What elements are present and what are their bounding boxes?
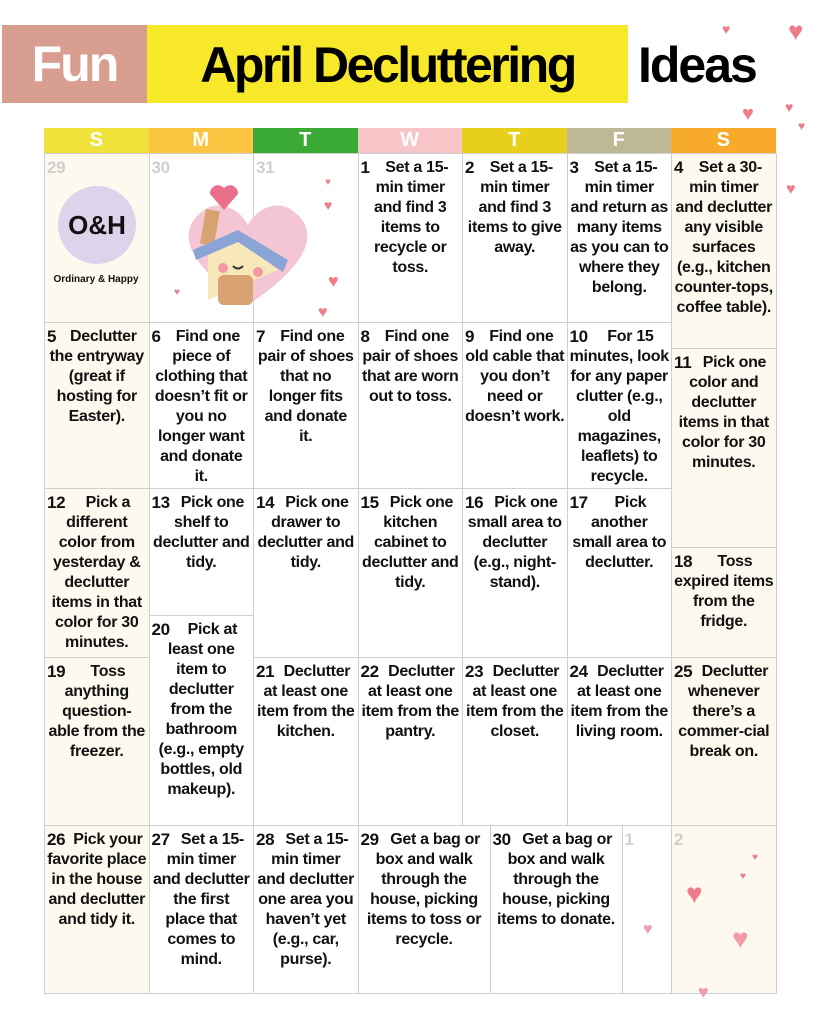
heart-icon: ♥: [328, 271, 339, 291]
day-number: 8: [360, 327, 370, 346]
day-cell-d5: [44, 322, 150, 489]
task-text: Pick one color and declutter items in that color for 30 minutes.: [678, 354, 769, 471]
title-fun: Fun: [2, 25, 147, 103]
day-number: 3: [569, 158, 579, 177]
day-number: 4: [674, 158, 684, 177]
day-cell-d10: [567, 322, 673, 489]
task-text: Find one pair of shoes that are worn out to toss.: [361, 328, 459, 405]
task-text: Toss expired items from the fridge.: [674, 553, 774, 630]
logo: O&H: [58, 186, 136, 264]
day-number: 1: [360, 158, 370, 177]
task-text: Find one old cable that you don’t need or doesn’t work.: [465, 328, 565, 425]
weekday-tuesday: T: [253, 128, 358, 153]
logo-name: Ordinary & Happy: [53, 274, 139, 285]
day-number: 20: [151, 620, 170, 639]
day-cell-d17: [567, 488, 673, 658]
weekday-friday: F: [567, 128, 672, 153]
heart-icon: ♥: [740, 871, 746, 882]
day-number: 19: [47, 662, 66, 681]
day-cell-d27: [149, 825, 255, 994]
day-cell-d22: [358, 657, 464, 826]
day-number: 12: [47, 493, 66, 512]
task-text: Find one pair of shoes that no longer fits and donate it.: [257, 328, 354, 445]
day-number: 23: [465, 662, 484, 681]
title-main: April Decluttering: [147, 25, 628, 103]
day-cell-d23: [462, 657, 568, 826]
heart-icon: ♥: [742, 103, 754, 125]
task-text: Pick one shelf to declutter and tidy.: [152, 494, 250, 571]
task-text: Set a 15-min timer and declutter the first place that comes to mind.: [152, 831, 250, 968]
day-cell-d8: [358, 322, 464, 489]
task-text: Pick your favorite place in the house and declutter and tidy it.: [47, 831, 147, 928]
day-number: 24: [569, 662, 588, 681]
task-text: Get a bag or box and walk through the house, picking items to donate.: [497, 831, 615, 928]
day-number: 30: [492, 830, 511, 849]
day-cell-d20: [149, 615, 255, 826]
day-number: 29: [47, 158, 66, 177]
task-text: Declutter at least one item from the living room.: [570, 663, 668, 740]
day-number: 10: [569, 327, 588, 346]
day-cell-d25: [671, 657, 777, 826]
task-text: Set a 15-min timer and return as many items as you can to where they belong.: [570, 159, 669, 296]
heart-icon: ♥: [643, 921, 653, 938]
day-cell-d14: [253, 488, 359, 658]
day-number: 14: [256, 493, 275, 512]
day-cell-d3: [567, 153, 673, 323]
day-number: 22: [360, 662, 379, 681]
day-cell-d16: [462, 488, 568, 658]
task-text: Pick one small area to declutter (e.g., night-stand).: [467, 494, 562, 591]
day-cell-d7: [253, 322, 359, 489]
day-cell-d19: [44, 657, 150, 826]
heart-icon: ♥: [752, 852, 758, 863]
day-number: 13: [151, 493, 170, 512]
task-text: Set a 30-min timer and declutter any visible surfaces (e.g., kitchen counter-tops, coffee table).: [674, 159, 773, 316]
day-number: 7: [256, 327, 266, 346]
weekday-monday: M: [149, 128, 254, 153]
day-number: 25: [674, 662, 693, 681]
heart-icon: ♥: [325, 177, 331, 188]
day-cell-d15: [358, 488, 464, 658]
day-number: 9: [465, 327, 475, 346]
task-text: For 15 minutes, look for any paper clutter (e.g., old magazines, leaflets) to recycle.: [569, 328, 669, 485]
day-cell-d30: [490, 825, 623, 994]
task-text: Pick one drawer to declutter and tidy.: [257, 494, 355, 571]
heart-icon: ♥: [324, 197, 333, 213]
house-illustration: [178, 180, 318, 310]
task-text: Pick at least one item to declutter from the bathroom (e.g., empty bottles, old makeup).: [158, 621, 244, 798]
day-cell-d1: [358, 153, 464, 323]
day-number: 18: [674, 552, 693, 571]
day-cell-d6: [149, 322, 255, 489]
day-number: 21: [256, 662, 275, 681]
day-cell-d4: [671, 153, 777, 349]
heart-icon: ♥: [798, 119, 806, 133]
day-number: 30: [151, 158, 170, 177]
task-text: Find one piece of clothing that doesn’t fit or you no longer want and donate it.: [154, 328, 248, 485]
day-number: 5: [47, 327, 57, 346]
day-cell-d29: [358, 825, 491, 994]
day-cell-d12: [44, 488, 150, 658]
task-text: Set a 15-min timer and find 3 items to recycle or toss.: [373, 159, 449, 276]
day-number: 16: [465, 493, 484, 512]
day-cell-d1n: [622, 825, 673, 994]
weekday-saturday: S: [671, 128, 776, 153]
day-number: 27: [151, 830, 170, 849]
heart-icon: ♥: [788, 16, 804, 46]
day-cell-d2n: [671, 825, 777, 994]
title-ideas: Ideas: [638, 37, 756, 93]
task-text: Pick another small area to declutter.: [572, 494, 667, 571]
day-cell-d28: [253, 825, 359, 994]
day-cell-d18: [671, 547, 777, 658]
heart-icon: ♥: [698, 982, 709, 1002]
heart-icon: ♥: [786, 181, 796, 198]
heart-icon: ♥: [732, 923, 749, 954]
task-text: Toss anything question-able from the freezer.: [48, 663, 146, 760]
heart-icon: ♥: [722, 21, 731, 37]
task-text: Declutter at least one item from the pantry.: [361, 663, 459, 740]
task-text: Pick a different color from yesterday & declutter items in that color for 30 minutes.: [51, 494, 142, 651]
day-number: 2: [465, 158, 475, 177]
heart-icon: ♥: [686, 878, 703, 909]
day-number: 26: [47, 830, 66, 849]
weekday-sunday: S: [44, 128, 149, 153]
day-cell-d13: [149, 488, 255, 616]
heart-icon: ♥: [174, 287, 180, 298]
day-number: 28: [256, 830, 275, 849]
task-text: Declutter the entryway (great if hosting for Easter).: [49, 328, 144, 425]
task-text: Get a bag or box and walk through the house, picking items to toss or recycle.: [366, 831, 482, 948]
day-cell-d24: [567, 657, 673, 826]
day-number: 11: [674, 353, 692, 372]
task-text: Declutter whenever there’s a commer-cial break on.: [678, 663, 770, 760]
day-number: 31: [256, 158, 275, 177]
day-cell-d2: [462, 153, 568, 323]
heart-icon: ♥: [785, 99, 794, 115]
day-cell-d26: [44, 825, 150, 994]
weekday-wednesday: W: [358, 128, 463, 153]
task-text: Pick one kitchen cabinet to declutter and tidy.: [361, 494, 459, 591]
day-number: 2: [674, 830, 684, 849]
day-cell-d21: [253, 657, 359, 826]
day-number: 6: [151, 327, 161, 346]
day-number: 29: [360, 830, 379, 849]
task-text: Declutter at least one item from the closet.: [466, 663, 564, 740]
day-cell-d11: [671, 348, 777, 548]
day-cell-d9: [462, 322, 568, 489]
weekday-thursday: T: [462, 128, 567, 153]
task-text: Declutter at least one item from the kitchen.: [257, 663, 355, 740]
task-text: Set a 15-min timer and find 3 items to give away.: [467, 159, 562, 256]
day-number: 1: [624, 830, 634, 849]
day-number: 17: [569, 493, 588, 512]
task-text: Set a 15-min timer and declutter one area you haven’t yet (e.g., car, purse).: [257, 831, 355, 968]
heart-icon: ♥: [318, 304, 328, 321]
day-number: 15: [360, 493, 379, 512]
